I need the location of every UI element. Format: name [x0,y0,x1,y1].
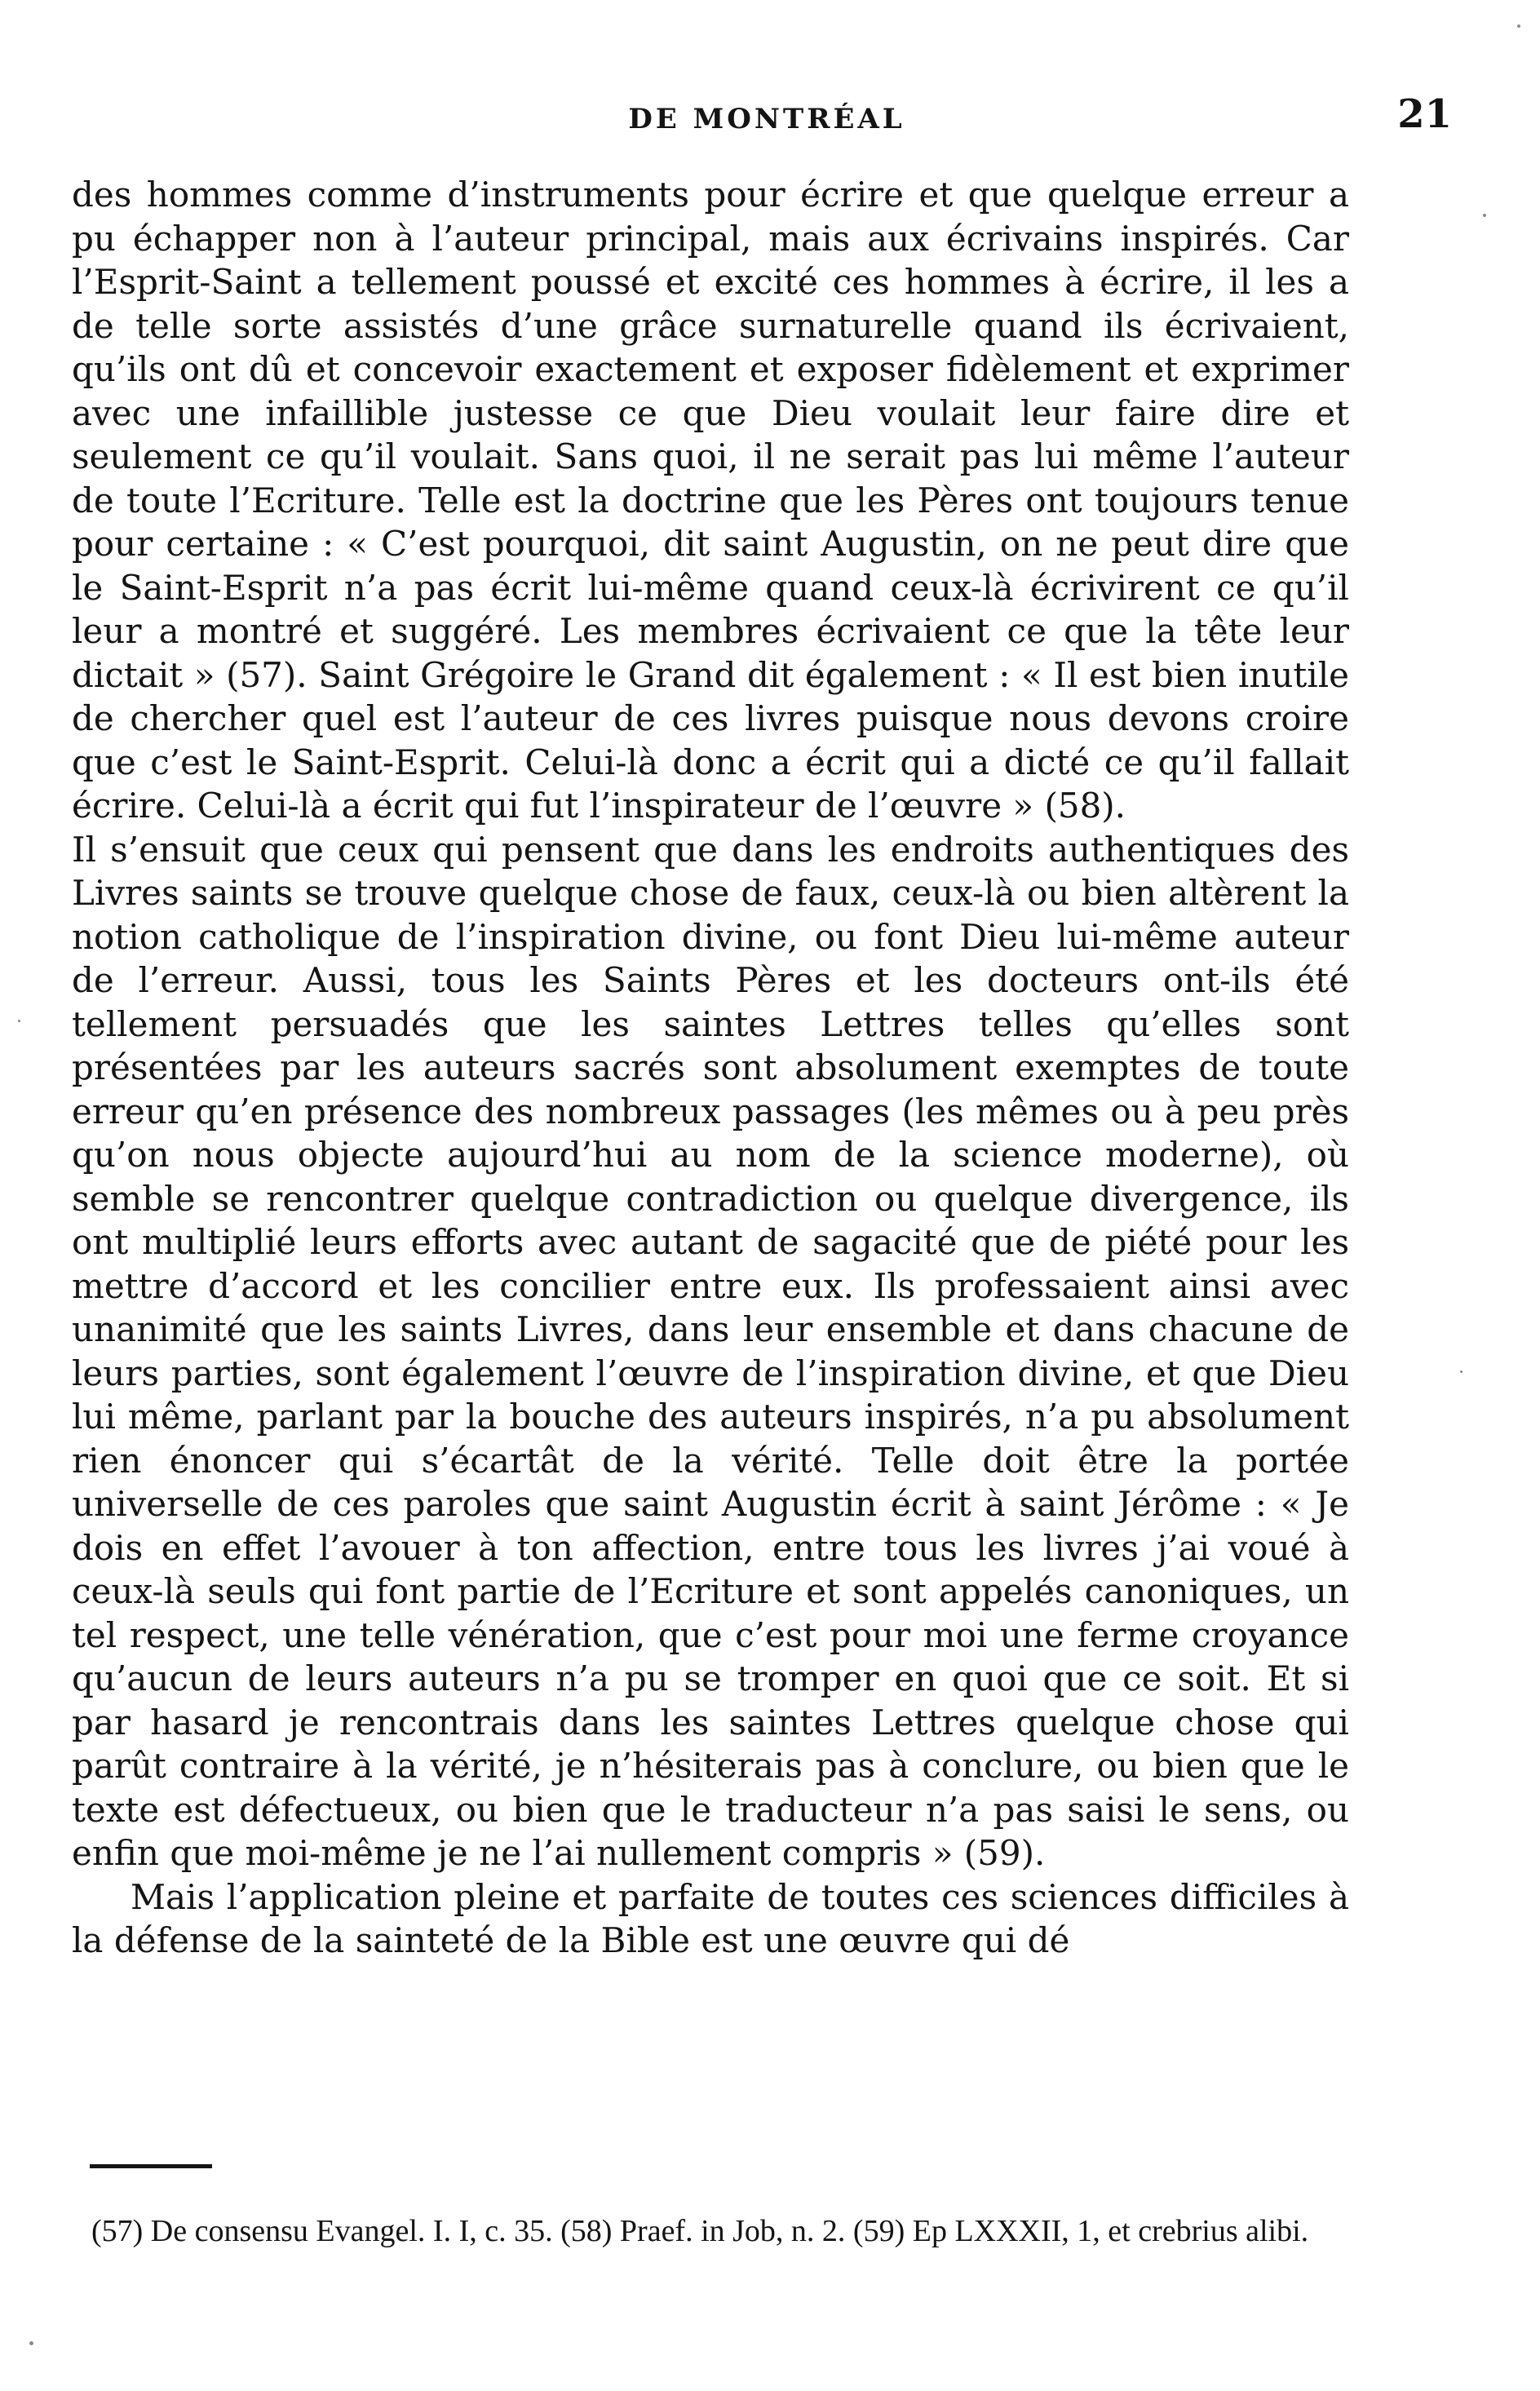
footnote-divider [90,2164,212,2168]
scan-speck [1460,1370,1463,1373]
paragraph-continuation: des hommes comme d’instruments pour écrire et que quelque erreur a pu échapper non à l’auteur principal, mais aux écrivains inspirés. Car l’Esprit-Saint a tellement poussé et excité ces hommes à écrire, il les a de telle sorte assistés d’une grâce surnaturelle quand ils écrivaient, qu’ils ont dû et concevoir exactement et exposer fidèlement et exprimer avec une infaillible justesse ce que Dieu voulait leur faire dire et seulement ce qu’il voulait. Sans quoi, il ne serait pas lui même l’auteur de toute l’Ecriture. Telle est la doctrine que les Pères ont toujours tenue pour certaine : « C’est pourquoi, dit saint Augustin, on ne peut dire que le Saint-Esprit n’a pas écrit lui-même quand ceux-là écrivirent ce qu’il leur a montré et suggéré. Les membres écrivaient ce que la tête leur dictait » (57). Saint Grégoire le Grand dit également : « Il est bien inutile de chercher quel est l’auteur de ces livres puisque nous devons croire que c’est le Saint-Esprit. Celui-là donc a écrit qui a dicté ce qu’il fallait écrire. Celui-là a écrit qui fut l’inspirateur de l’œuvre » (58). [72,175,1349,826]
page-header [82,91,1452,140]
body-text [72,173,1349,1963]
scan-speck [1517,24,1520,28]
running-title: DE MONTRÉAL [628,103,905,135]
scan-speck [29,2341,33,2345]
page-number: 21 [1397,91,1452,137]
footnotes: (57) De consensu Evangel. I. I, c. 35. (58) Praef. in Job, n. 2. (59) Ep LXXXII, 1, et crebrius alibi. [91,2214,1309,2248]
paragraph-application: Mais l’application pleine et parfaite de toutes ces sciences difficiles à la défense de la sainteté de la Bible est une œuvre qui dé [72,1876,1349,1960]
paragraph-inerrancy: Il s’ensuit que ceux qui pensent que dans les endroits authentiques des Livres saints se trouve quelque chose de faux, ceux-là ou bien altèrent la notion catholique de l’inspiration divine, ou font Dieu lui-même auteur de l’erreur. Aussi, tous les Saints Pères et les docteurs ont-ils été tellement persuadés que les saintes Lettres telles qu’elles sont présentées par les auteurs sacrés sont absolument exemptes de toute erreur qu’en présence des nombreux passages (les mêmes ou à peu près qu’on nous objecte aujourd’hui au nom de la science moderne), où semble se rencontrer quelque contradiction ou quelque divergence, ils ont multiplié leurs efforts avec autant de sagacité que de piété pour les mettre d’accord et les concilier entre eux. Ils professaient ainsi avec unanimité que les saints Livres, dans leur ensemble et dans chacune de leurs parties, sont également l’œuvre de l’inspiration divine, et que Dieu lui même, parlant par la bouche des auteurs inspirés, n’a pu absolument rien énoncer qui s’écartât de la vérité. Telle doit être la portée universelle de ces paroles que saint Augustin écrit à saint Jérôme : « Je dois en effet l’avouer à ton affection, entre tous les livres j’ai voué à ceux-là seuls qui font partie de l’Ecriture et sont appelés canoniques, un tel respect, une telle vénération, que c’est pour moi une ferme croyance qu’aucun de leurs auteurs n’a pu se tromper en quoi que ce soit. Et si par hasard je rencontrais dans les saintes Lettres quelque chose qui parût contraire à la vérité, je n’hésiterais pas à conclure, ou bien que le texte est défectueux, ou bien que le traducteur n’a pas saisi le sens, ou enfin que moi-même je ne l’ai nullement compris » (59). [72,829,1349,1873]
scan-speck [1483,214,1486,217]
scan-speck [18,1020,20,1022]
